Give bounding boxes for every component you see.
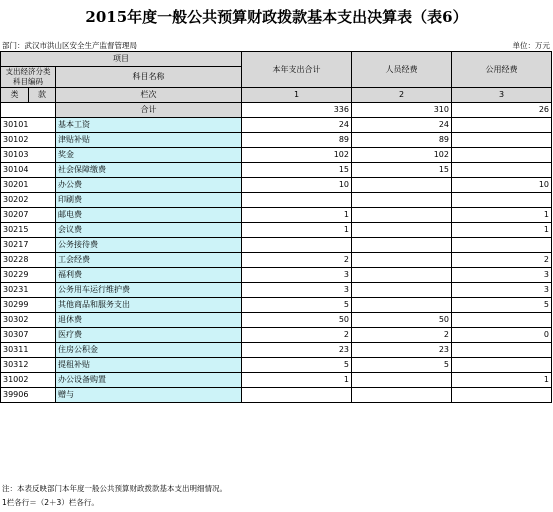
row-subject-name: 公务用车运行维护费 bbox=[56, 283, 242, 298]
row-subject-name: 津贴补贴 bbox=[56, 133, 242, 148]
row-subject-name: 提租补贴 bbox=[56, 358, 242, 373]
row-personnel: 50 bbox=[352, 313, 452, 328]
row-public bbox=[452, 163, 552, 178]
row-personnel bbox=[352, 238, 452, 253]
row-personnel bbox=[352, 388, 452, 403]
header-lanci: 栏次 bbox=[56, 88, 242, 103]
row-code: 30202 bbox=[1, 193, 56, 208]
row-code: 30217 bbox=[1, 238, 56, 253]
unit-label: 单位：万元 bbox=[512, 41, 550, 50]
row-public bbox=[452, 388, 552, 403]
row-code: 30101 bbox=[1, 118, 56, 133]
row-personnel: 102 bbox=[352, 148, 452, 163]
header-col-no-2: 2 bbox=[352, 88, 452, 103]
header-item: 项目 bbox=[1, 52, 242, 67]
row-public: 0 bbox=[452, 328, 552, 343]
total-personnel: 310 bbox=[352, 103, 452, 118]
header-subject-name: 科目名称 bbox=[56, 67, 242, 88]
table-row bbox=[1, 193, 552, 208]
table-row bbox=[1, 268, 552, 283]
table-row bbox=[1, 118, 552, 133]
row-subject-name: 印刷费 bbox=[56, 193, 242, 208]
row-public: 1 bbox=[452, 373, 552, 388]
row-public: 1 bbox=[452, 223, 552, 238]
row-total: 15 bbox=[242, 163, 352, 178]
row-total: 2 bbox=[242, 328, 352, 343]
row-code: 30207 bbox=[1, 208, 56, 223]
row-code: 30302 bbox=[1, 313, 56, 328]
row-personnel bbox=[352, 283, 452, 298]
row-total bbox=[242, 238, 352, 253]
row-code: 30228 bbox=[1, 253, 56, 268]
row-code: 30104 bbox=[1, 163, 56, 178]
header-col-personnel: 人员经费 bbox=[352, 52, 452, 88]
row-subject-name: 工会经费 bbox=[56, 253, 242, 268]
row-subject-name: 办公设备购置 bbox=[56, 373, 242, 388]
row-subject-name: 赠与 bbox=[56, 388, 242, 403]
row-code: 30229 bbox=[1, 268, 56, 283]
table-row bbox=[1, 253, 552, 268]
footnote-2: 1栏各行＝（2＋3）栏各行。 bbox=[2, 498, 99, 507]
total-label: 合计 bbox=[56, 103, 242, 118]
row-code: 30307 bbox=[1, 328, 56, 343]
table-row bbox=[1, 313, 552, 328]
row-subject-name: 公务接待费 bbox=[56, 238, 242, 253]
total-code-cell bbox=[1, 103, 56, 118]
table-row bbox=[1, 178, 552, 193]
total-sum: 336 bbox=[242, 103, 352, 118]
row-public bbox=[452, 313, 552, 328]
row-code: 30231 bbox=[1, 283, 56, 298]
row-total: 10 bbox=[242, 178, 352, 193]
row-total: 89 bbox=[242, 133, 352, 148]
row-total bbox=[242, 193, 352, 208]
row-code: 30215 bbox=[1, 223, 56, 238]
row-subject-name: 基本工资 bbox=[56, 118, 242, 133]
row-public: 1 bbox=[452, 208, 552, 223]
total-public: 26 bbox=[452, 103, 552, 118]
table-row bbox=[1, 298, 552, 313]
row-public: 3 bbox=[452, 283, 552, 298]
table-row bbox=[1, 388, 552, 403]
header-kuan: 款 bbox=[29, 88, 56, 103]
row-personnel: 5 bbox=[352, 358, 452, 373]
row-personnel: 23 bbox=[352, 343, 452, 358]
table-row bbox=[1, 208, 552, 223]
table-row bbox=[1, 133, 552, 148]
row-code: 39906 bbox=[1, 388, 56, 403]
header-col-total: 本年支出合计 bbox=[242, 52, 352, 88]
row-public bbox=[452, 238, 552, 253]
row-public bbox=[452, 118, 552, 133]
row-subject-name: 福利费 bbox=[56, 268, 242, 283]
table-row bbox=[1, 283, 552, 298]
row-personnel bbox=[352, 298, 452, 313]
row-public: 2 bbox=[452, 253, 552, 268]
row-subject-name: 退休费 bbox=[56, 313, 242, 328]
row-total: 50 bbox=[242, 313, 352, 328]
row-code: 30103 bbox=[1, 148, 56, 163]
row-code: 30311 bbox=[1, 343, 56, 358]
row-code: 30312 bbox=[1, 358, 56, 373]
row-subject-name: 社会保障缴费 bbox=[56, 163, 242, 178]
row-subject-name: 办公费 bbox=[56, 178, 242, 193]
row-personnel bbox=[352, 193, 452, 208]
table-row bbox=[1, 148, 552, 163]
row-personnel: 2 bbox=[352, 328, 452, 343]
header-class-code: 支出经济分类科目编码 bbox=[1, 67, 56, 88]
table-row bbox=[1, 328, 552, 343]
header-col-no-3: 3 bbox=[452, 88, 552, 103]
table-row bbox=[1, 223, 552, 238]
row-total: 24 bbox=[242, 118, 352, 133]
row-total: 2 bbox=[242, 253, 352, 268]
row-personnel bbox=[352, 223, 452, 238]
row-personnel bbox=[352, 373, 452, 388]
row-code: 31002 bbox=[1, 373, 56, 388]
header-lei: 类 bbox=[1, 88, 29, 103]
row-subject-name: 住房公积金 bbox=[56, 343, 242, 358]
row-public bbox=[452, 133, 552, 148]
row-personnel bbox=[352, 208, 452, 223]
row-total: 102 bbox=[242, 148, 352, 163]
row-total bbox=[242, 388, 352, 403]
row-total: 5 bbox=[242, 358, 352, 373]
row-public bbox=[452, 358, 552, 373]
row-code: 30201 bbox=[1, 178, 56, 193]
table-row bbox=[1, 343, 552, 358]
footnotes bbox=[2, 482, 227, 510]
row-subject-name: 会议费 bbox=[56, 223, 242, 238]
header-col-no-1: 1 bbox=[242, 88, 352, 103]
table-row bbox=[1, 238, 552, 253]
row-personnel: 24 bbox=[352, 118, 452, 133]
row-total: 1 bbox=[242, 223, 352, 238]
row-total: 3 bbox=[242, 268, 352, 283]
header-col-public: 公用经费 bbox=[452, 52, 552, 88]
expenditure-table bbox=[0, 51, 552, 403]
row-personnel: 89 bbox=[352, 133, 452, 148]
row-personnel bbox=[352, 178, 452, 193]
row-code: 30102 bbox=[1, 133, 56, 148]
row-public bbox=[452, 343, 552, 358]
footnote-1: 注：本表反映部门本年度一般公共预算财政拨款基本支出明细情况。 bbox=[2, 484, 227, 493]
table-row bbox=[1, 358, 552, 373]
row-subject-name: 邮电费 bbox=[56, 208, 242, 223]
row-public bbox=[452, 193, 552, 208]
row-personnel: 15 bbox=[352, 163, 452, 178]
row-public: 3 bbox=[452, 268, 552, 283]
row-personnel bbox=[352, 268, 452, 283]
row-public: 5 bbox=[452, 298, 552, 313]
row-public bbox=[452, 148, 552, 163]
row-total: 5 bbox=[242, 298, 352, 313]
row-total: 23 bbox=[242, 343, 352, 358]
table-row bbox=[1, 373, 552, 388]
department-label: 部门：武汉市洪山区安全生产监督管理局 bbox=[2, 41, 137, 50]
row-subject-name: 奖金 bbox=[56, 148, 242, 163]
row-total: 3 bbox=[242, 283, 352, 298]
row-public: 10 bbox=[452, 178, 552, 193]
row-subject-name: 其他商品和服务支出 bbox=[56, 298, 242, 313]
row-personnel bbox=[352, 253, 452, 268]
row-subject-name: 医疗费 bbox=[56, 328, 242, 343]
row-total: 1 bbox=[242, 373, 352, 388]
row-total: 1 bbox=[242, 208, 352, 223]
table-row bbox=[1, 163, 552, 178]
row-code: 30299 bbox=[1, 298, 56, 313]
page-title: 2015年度一般公共预算财政拨款基本支出决算表（表6） bbox=[85, 8, 468, 26]
